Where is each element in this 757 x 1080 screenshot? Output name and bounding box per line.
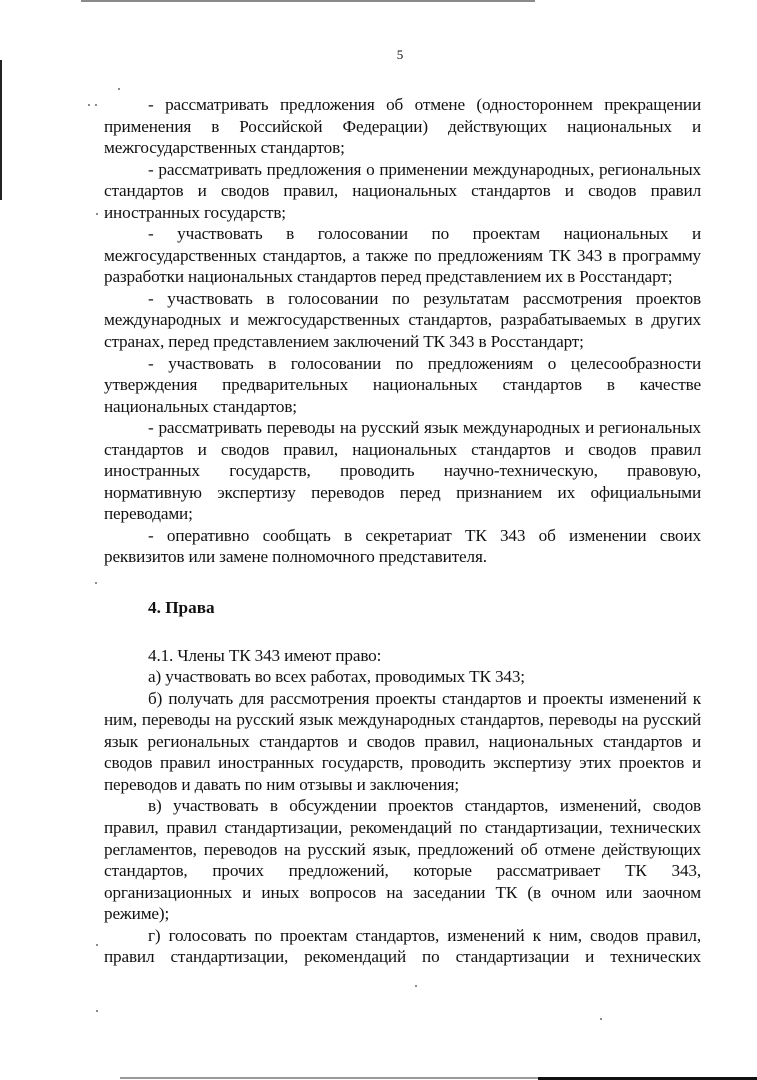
- rights-item-b: б) получать для рассмотрения проекты стандартов и проекты изменений к ним, переводы на русский язык международных стандартов, переводы на русский язык региональных стандартов и сводов правил, национальных стандартов и сводов правил иностранных государств, проводить экспертизу этих проектов и переводов и давать по ним отзывы и заключения;: [104, 688, 701, 794]
- scan-speck: [118, 88, 120, 90]
- scan-speck: [96, 213, 98, 215]
- scan-speck: [96, 944, 98, 946]
- rights-intro: 4.1. Члены ТК 343 имеют право:: [148, 645, 382, 665]
- obligation-item: - участвовать в голосовании по результатам рассмотрения проектов международных и межгосударственных стандартов, разрабатываемых в других странах, перед представлением заключений ТК 343 в Росстандарт;: [104, 288, 701, 352]
- scan-speck: [95, 582, 97, 584]
- obligation-item: - оперативно сообщать в секретариат ТК 343 об изменении своих реквизитов или замене полномочного представителя.: [104, 525, 701, 567]
- obligation-item: - участвовать в голосовании по проектам национальных и межгосударственных стандартов, а также по предложениям ТК 343 в программу разработки национальных стандартов перед представлением их в Росстандарт;: [104, 224, 701, 287]
- obligation-item: - участвовать в голосовании по предложениям о целесообразности утверждения предварительных национальных стандартов в качестве национальных стандартов;: [104, 353, 701, 416]
- rights-item-a: а) участвовать во всех работах, проводимых ТК 343;: [148, 667, 525, 687]
- obligation-item: - рассматривать переводы на русский язык международных и региональных стандартов и сводов правил, национальных стандартов и сводов правил иностранных государств, проводить научно-техническую, правовую, нормативную экспертизу переводов перед признанием их официальными переводами;: [104, 418, 701, 524]
- scan-left-edge: [0, 60, 2, 200]
- scan-speck: [88, 104, 90, 106]
- page-number: 5: [396, 47, 404, 62]
- scan-bottom-border: [120, 1077, 538, 1079]
- rights-item-v: в) участвовать в обсуждении проектов стандартов, изменений, сводов правил, правил стандартизации, рекомендаций по стандартизации, технических регламентов, переводов на русский язык, предложений об отмене действующих стандартов, прочих предложений, которые рассматривает ТК 343, организационных и иных вопросов на заседании ТК (в очном или заочном режиме);: [104, 796, 701, 924]
- section-heading-rights: 4. Права: [148, 598, 215, 618]
- obligation-item: - рассматривать предложения об отмене (одностороннем прекращении применения в Российской Федерации) действующих национальных и межгосударственных стандартов;: [104, 95, 701, 158]
- scan-speck: [600, 1018, 602, 1020]
- document-body: [104, 94, 701, 968]
- scan-speck: [95, 104, 97, 106]
- scan-speck: [96, 1010, 98, 1012]
- scan-top-border: [81, 0, 535, 2]
- obligation-item: - рассматривать предложения о применении международных, региональных стандартов и сводов правил, национальных стандартов и сводов правил иностранных государств;: [104, 159, 701, 222]
- scan-speck: [415, 985, 417, 987]
- rights-item-g: г) голосовать по проектам стандартов, изменений к ним, сводов правил, правил стандартизации, рекомендаций по стандартизации и технических: [104, 925, 701, 967]
